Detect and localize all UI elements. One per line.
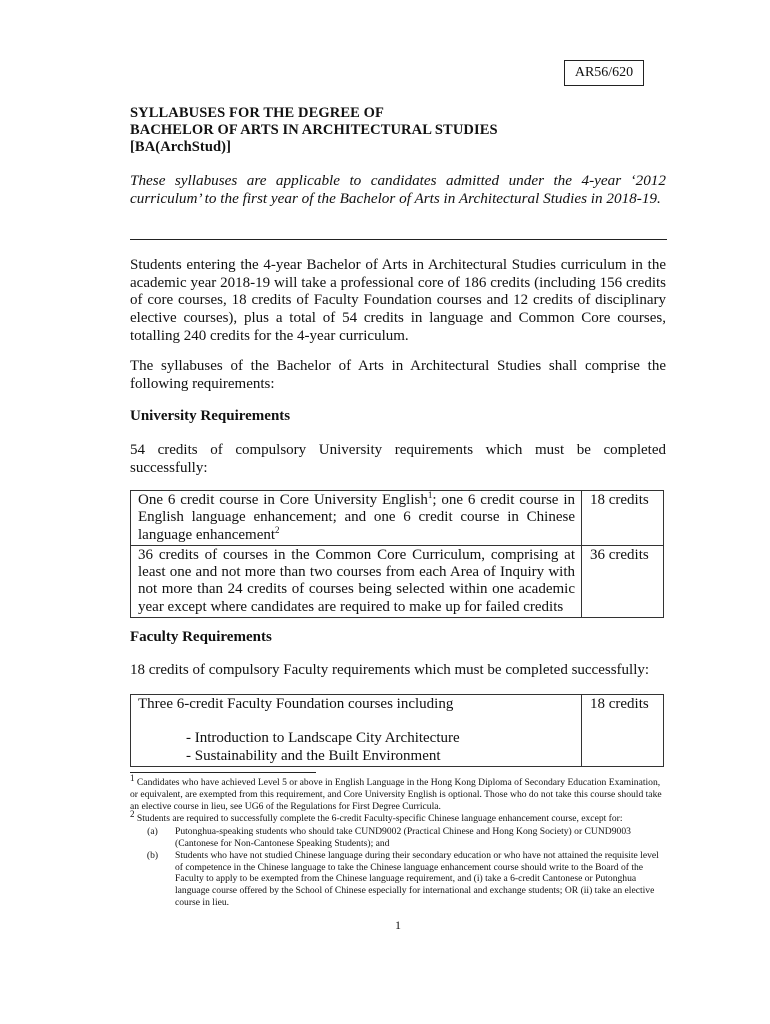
- footnote-ref-2: 2: [275, 524, 280, 535]
- curriculum-overview-paragraph: Students entering the 4-year Bachelor of Arts in Architectural Studies curriculum in the academic year 2018-19 will take a professional core of 186 credits (including 156 credits of core courses, 18 credits of Faculty Foundation courses and 12 credits of disciplinary elective courses), plus a total of 54 credits in language and Common Core courses, totalling 240 credits for the 4-year curriculum.: [130, 257, 666, 344]
- title-line-3: [BA(ArchStud)]: [130, 139, 232, 155]
- title-line-2: BACHELOR OF ARTS IN ARCHITECTURAL STUDIES: [130, 122, 498, 138]
- requirement-credits: 18 credits: [582, 491, 664, 546]
- footnote-separator: [130, 772, 316, 773]
- intro-statement: These syllabuses are applicable to candidates admitted under the 4-year ‘2012 curriculum’ to the first year of the Bachelor of Arts in Architectural Studies in 2018-19.: [130, 172, 666, 207]
- requirement-text: 36 credits of courses in the Common Core Curriculum, comprising at least one and not more than two courses from each Area of Inquiry with not more than 24 credits of courses being selected within one academic year except where candidates are required to make up for failed credits: [131, 545, 582, 617]
- table-row: [131, 491, 664, 546]
- university-requirements-description: 54 credits of compulsory University requirements which must be completed successfully:: [130, 442, 666, 476]
- reference-code-box: AR56/620: [564, 60, 644, 86]
- university-requirements-heading: University Requirements: [130, 408, 291, 424]
- requirement-text: Three 6-credit Faculty Foundation courses including - Introduction to Landscape City Architecture - Sustainability and the Built Environment: [131, 695, 582, 767]
- footnote-2-item-b: (b) Students who have not studied Chinese language during their secondary education or who have not attained the requisite level of competence in the Chinese language to take the Chinese language enhancement course should write to the Board of the Faculty to apply to be exempted from the Chinese language requirement, and (i) take a 6-credit Cantonese or Putonghua language course offered by the School of Chinese especially for international and exchange students; OR (ii) take an elective course in lieu.: [146, 849, 659, 908]
- requirements-intro-paragraph: The syllabuses of the Bachelor of Arts in Architectural Studies shall comprise the following requirements:: [130, 358, 666, 392]
- table-row: [131, 695, 664, 767]
- table-row: [131, 545, 664, 617]
- list-item: - Introduction to Landscape City Architecture: [186, 730, 460, 747]
- document-title: [130, 105, 670, 156]
- faculty-requirements-description: 18 credits of compulsory Faculty requirements which must be completed successfully:: [130, 662, 650, 678]
- footnote-2: $^2$ Students are required to successfully complete the 6-credit Faculty-specific Chinese language enhancement course, except for:: [130, 809, 623, 825]
- list-item: - Sustainability and the Built Environment: [186, 747, 441, 764]
- title-line-1: SYLLABUSES FOR THE DEGREE OF: [130, 105, 384, 121]
- footnote-ref-1: 1: [427, 490, 433, 500]
- requirement-text: One 6 credit course in Core University English$^1$; one 6 credit course in English language enhancement; and one 6 credit course in Chinese language enhancement$^2$: [131, 491, 582, 546]
- requirement-credits: 36 credits: [582, 545, 664, 617]
- requirement-credits: 18 credits: [582, 695, 664, 767]
- footnotes: [130, 772, 668, 909]
- footnote-2-item-a: (a) Putonghua-speaking students who should take CUND9002 (Practical Chinese and Hong Kong Society) or CUND9003 (Cantonese for Non-Cantonese Speaking Students); and: [147, 826, 631, 849]
- horizontal-rule: [130, 239, 667, 240]
- faculty-requirements-heading: Faculty Requirements: [130, 629, 272, 645]
- footnote-1: $^1$ Candidates who have achieved Level 5 or above in English Language in the Hong Kong Diploma of Secondary Education Examination, or equivalent, are exempted from this requirement, and Core University English is optional. Those who do not take this course should take an elective course in lieu, see UG6 of the Regulations for First Degree Curricula.: [130, 772, 662, 812]
- page-number: 1: [395, 918, 401, 932]
- faculty-requirements-table: [130, 694, 664, 767]
- university-requirements-table: [130, 490, 664, 618]
